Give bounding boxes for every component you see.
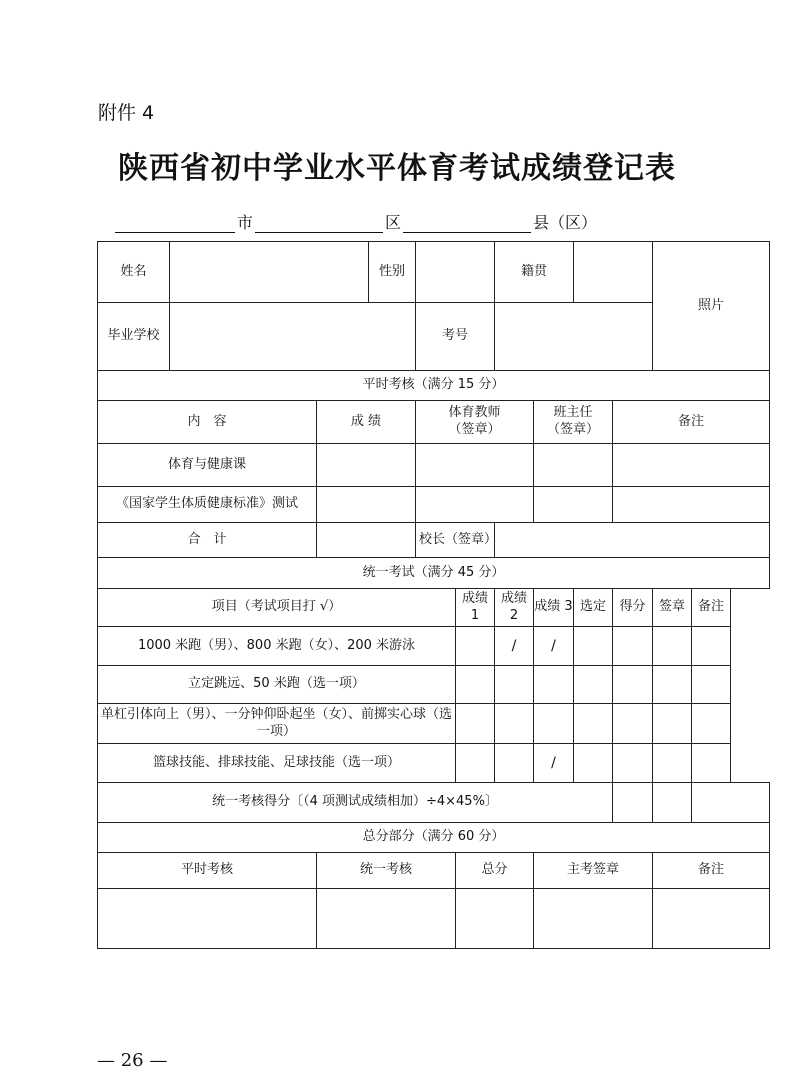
cell[interactable]: [98, 889, 317, 949]
page-title: 陕西省初中学业水平体育考试成绩登记表: [118, 151, 676, 186]
row-fitness-test: 《国家学生体质健康标准》测试: [98, 487, 317, 523]
cell[interactable]: [416, 444, 534, 487]
col-remark2: 备注: [692, 589, 731, 627]
district-label: 区: [385, 213, 402, 232]
cell[interactable]: [495, 744, 534, 783]
gender-field[interactable]: [416, 242, 495, 303]
unified-score-label: 统一考核得分〔（4 项测试成绩相加）÷4×45%〕: [98, 783, 613, 823]
row-pe-class: 体育与健康课: [98, 444, 317, 487]
total-field[interactable]: [317, 523, 416, 558]
col-score2: 成绩 2: [495, 589, 534, 627]
school-field[interactable]: [170, 303, 416, 371]
district-blank[interactable]: [255, 212, 383, 233]
origin-label: 籍贯: [495, 242, 574, 303]
photo-cell[interactable]: 照片: [653, 242, 770, 371]
cell[interactable]: [495, 666, 534, 704]
cell[interactable]: [416, 487, 534, 523]
cell[interactable]: [613, 783, 653, 823]
cell[interactable]: [653, 783, 692, 823]
name-field[interactable]: [170, 242, 369, 303]
cell: /: [534, 627, 574, 666]
item-row: 立定跳远、50 米跑（选一项）: [98, 666, 456, 704]
cell[interactable]: [456, 666, 495, 704]
principal-label: 校长（签章）: [416, 523, 495, 558]
cell[interactable]: [613, 666, 653, 704]
cell[interactable]: [456, 744, 495, 783]
cell[interactable]: [456, 889, 534, 949]
city-blank[interactable]: [115, 212, 235, 233]
regular-header: 平时考核（满分 15 分）: [98, 371, 770, 401]
page-number: — 26 —: [97, 1050, 168, 1071]
col-content: 内 容: [98, 401, 317, 444]
col-regular: 平时考核: [98, 853, 317, 889]
cell[interactable]: [317, 487, 416, 523]
cell[interactable]: [456, 627, 495, 666]
score-table: [97, 241, 770, 949]
col-score: 成 绩: [317, 401, 416, 444]
gender-label: 性别: [369, 242, 416, 303]
cell[interactable]: [613, 444, 770, 487]
county-label: 县（区）: [533, 213, 598, 232]
exam-no-field[interactable]: [495, 303, 653, 371]
exam-no-label: 考号: [416, 303, 495, 371]
cell[interactable]: [574, 744, 613, 783]
col-pe-teacher: 体育教师 （签章）: [416, 401, 534, 444]
total-label: 合 计: [98, 523, 317, 558]
cell: /: [495, 627, 534, 666]
cell[interactable]: [534, 487, 613, 523]
cell[interactable]: [692, 744, 731, 783]
region-line: [115, 210, 599, 233]
cell[interactable]: [692, 666, 731, 704]
principal-field[interactable]: [495, 523, 770, 558]
cell[interactable]: [495, 704, 534, 744]
cell[interactable]: [653, 744, 692, 783]
cell: /: [534, 744, 574, 783]
cell[interactable]: [317, 444, 416, 487]
item-row: 1000 米跑（男）、800 米跑（女）、200 米游泳: [98, 627, 456, 666]
cell[interactable]: [653, 889, 770, 949]
cell[interactable]: [574, 704, 613, 744]
item-row: 单杠引体向上（男）、一分钟仰卧起坐（女）、前掷实心球（选一项）: [98, 704, 456, 744]
cell[interactable]: [692, 783, 770, 823]
cell[interactable]: [653, 704, 692, 744]
col-selected: 选定: [574, 589, 613, 627]
item-row: 篮球技能、排球技能、足球技能（选一项）: [98, 744, 456, 783]
col-remark: 备注: [613, 401, 770, 444]
cell[interactable]: [613, 627, 653, 666]
col-seal: 签章: [653, 589, 692, 627]
county-blank[interactable]: [403, 212, 531, 233]
cell[interactable]: [692, 627, 731, 666]
col-points: 得分: [613, 589, 653, 627]
cell[interactable]: [534, 704, 574, 744]
cell[interactable]: [317, 889, 456, 949]
col-unified: 统一考核: [317, 853, 456, 889]
col-score3: 成绩 3: [534, 589, 574, 627]
cell[interactable]: [574, 666, 613, 704]
city-label: 市: [237, 213, 254, 232]
col-item: 项目（考试项目打 √）: [98, 589, 456, 627]
cell[interactable]: [534, 444, 613, 487]
cell[interactable]: [653, 627, 692, 666]
cell[interactable]: [534, 889, 653, 949]
cell[interactable]: [534, 666, 574, 704]
col-total: 总分: [456, 853, 534, 889]
cell[interactable]: [613, 704, 653, 744]
summary-header: 总分部分（满分 60 分）: [98, 823, 770, 853]
col-examiner: 主考签章: [534, 853, 653, 889]
cell[interactable]: [574, 627, 613, 666]
cell[interactable]: [613, 487, 770, 523]
unified-header: 统一考试（满分 45 分）: [98, 558, 770, 589]
cell[interactable]: [456, 704, 495, 744]
attachment-label: 附件 4: [98, 102, 155, 124]
col-remark3: 备注: [653, 853, 770, 889]
cell[interactable]: [653, 666, 692, 704]
name-label: 姓名: [98, 242, 170, 303]
school-label: 毕业学校: [98, 303, 170, 371]
col-head-teacher: 班主任 （签章）: [534, 401, 613, 444]
cell[interactable]: [692, 704, 731, 744]
col-score1: 成绩 1: [456, 589, 495, 627]
origin-field[interactable]: [574, 242, 653, 303]
cell[interactable]: [613, 744, 653, 783]
